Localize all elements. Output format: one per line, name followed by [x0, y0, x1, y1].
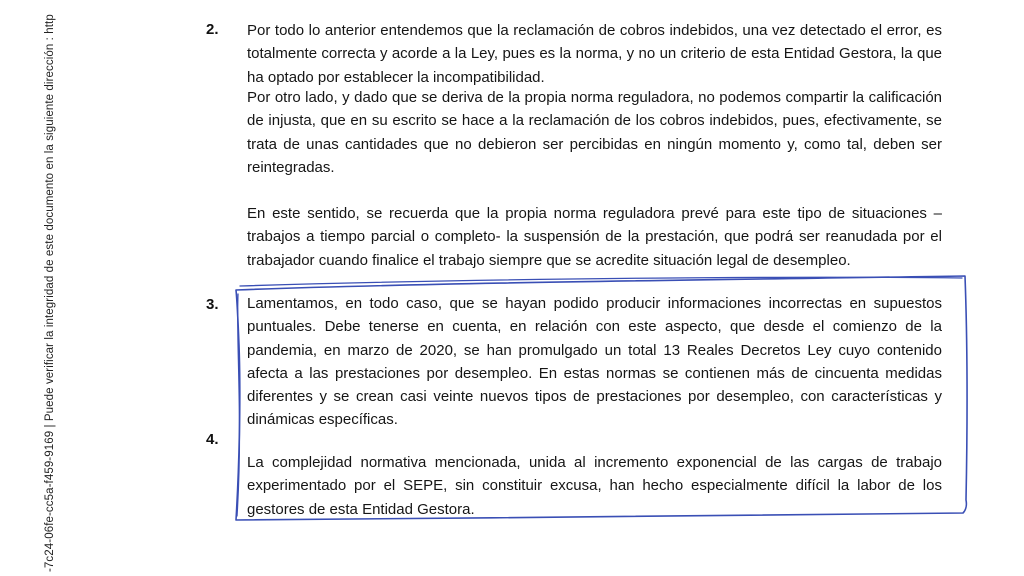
section-4-paragraph: La complejidad normativa mencionada, unida al incremento exponencial de las cargas de trabajo experimentado por el SEPE, sin constituir excusa, han hecho especialmente difícil la labor de los gestores de esta Entidad Gestora. — [247, 454, 942, 518]
verification-text: -7c24-06fe-cc5a-f459-9169 | Puede verificar la integridad de este documento en la siguiente dirección : http — [44, 14, 56, 572]
section-3-paragraph: Lamentamos, en todo caso, que se hayan podido producir informaciones incorrectas en supuestos puntuales. Debe tenerse en cuenta, en relación con este aspecto, que desde el comienzo de la pandemia, en marzo de 2020, se han promulgado un total 13 Reales Decretos Ley cuyo contenido afecta a las prestaciones por desempleo. En estas normas se contienen más de cincuenta medidas diferentes y se crean casi veinte nuevos tipos de prestaciones por desempleo, con características y dinámicas específicas. — [247, 295, 942, 429]
section-number-4: 4. — [206, 431, 219, 448]
section-number-3: 3. — [206, 296, 219, 313]
section-2-paragraph-1: Por todo lo anterior entendemos que la reclamación de cobros indebidos, una vez detectado el error, es totalmente correcta y acorde a la Ley, pues es la norma, y no un criterio de esta Entidad Gestora, la que ha optado por establecer la incompatibilidad. — [247, 22, 942, 86]
verification-sidebar — [0, 0, 60, 576]
section-2-paragraph-2: Por otro lado, y dado que se deriva de la propia norma reguladora, no podemos compartir la calificación de injusta, que en su escrito se hace a la reclamación de los cobros indebidos, pues, efectivamente, se trata de unas cantidades que no debieron ser percibidas en ningún momento y, como tal, deben ser reintegradas. — [247, 89, 942, 176]
section-number-2: 2. — [206, 21, 219, 38]
section-2-paragraph-3: En este sentido, se recuerda que la propia norma reguladora prevé para este tipo de situaciones – trabajos a tiempo parcial o completo- la suspensión de la prestación, que podrá ser reanudada por el trabajador cuando finalice el trabajo siempre que se acredite situación legal de desempleo. — [247, 205, 942, 269]
